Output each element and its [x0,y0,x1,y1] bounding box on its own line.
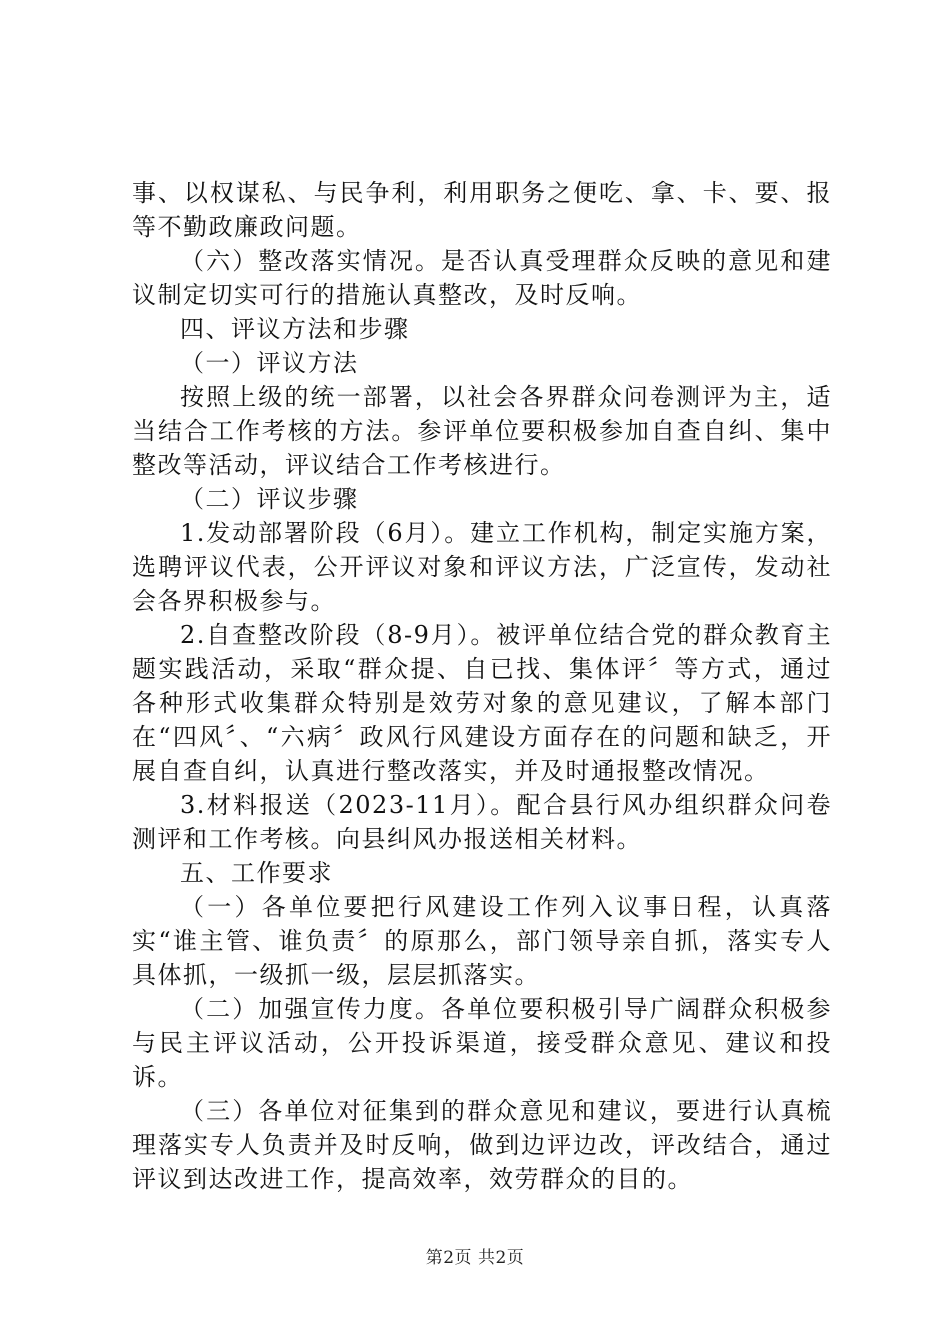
section-heading: 五、工作要求 [180,859,333,887]
section-heading: 四、评议方法和步骤 [180,315,410,343]
body-paragraph: 3.材料报送（2023-11月）。配合县行风办组织群众问卷测评和工作考核。向县纠风办报送相关材料。 [132,791,832,853]
subsection-heading: （一）评议方法 [180,349,359,377]
body-paragraph: （三）各单位对征集到的群众意见和建议，要进行认真梳理落实专人负责并及时反响，做到边评边改，评改结合，通过评议到达改进工作，提高效率，效劳群众的目的。 [132,1097,832,1193]
body-paragraph: （一）各单位要把行风建设工作列入议事日程，认真落实“谁主管、谁负责〞的原那么，部门领导亲自抓，落实专人具体抓，一级抓一级，层层抓落实。 [132,893,832,989]
body-paragraph: （二）加强宣传力度。各单位要积极引导广阔群众积极参与民主评议活动，公开投诉渠道，接受群众意见、建议和投诉。 [132,995,832,1091]
body-paragraph: 1.发动部署阶段（6月）。建立工作机构，制定实施方案，选聘评议代表，公开评议对象和评议方法，广泛宣传，发动社会各界积极参与。 [132,519,832,615]
body-paragraph: 2.自查整改阶段（8-9月）。被评单位结合党的群众教育主题实践活动，采取“群众提、自已找、集体评〞等方式，通过各种形式收集群众特别是效劳对象的意见建议，了解本部门在“四风〞、“六病〞政风行风建设方面存在的问题和缺乏，开展自查自纠，认真进行整改落实，并及时通报整改情况。 [132,621,832,785]
subsection-heading: （二）评议步骤 [180,485,359,513]
body-paragraph: 事、以权谋私、与民争利，利用职务之便吃、拿、卡、要、报等不勤政廉政问题。 [132,179,832,241]
page-number-footer: 第2页 共2页 [425,1248,525,1268]
document-body [132,176,832,1196]
body-paragraph: （六）整改落实情况。是否认真受理群众反映的意见和建议制定切实可行的措施认真整改，及时反响。 [132,247,832,309]
body-paragraph: 按照上级的统一部署，以社会各界群众问卷测评为主，适当结合工作考核的方法。参评单位要积极参加自查自纠、集中整改等活动，评议结合工作考核进行。 [132,383,832,479]
